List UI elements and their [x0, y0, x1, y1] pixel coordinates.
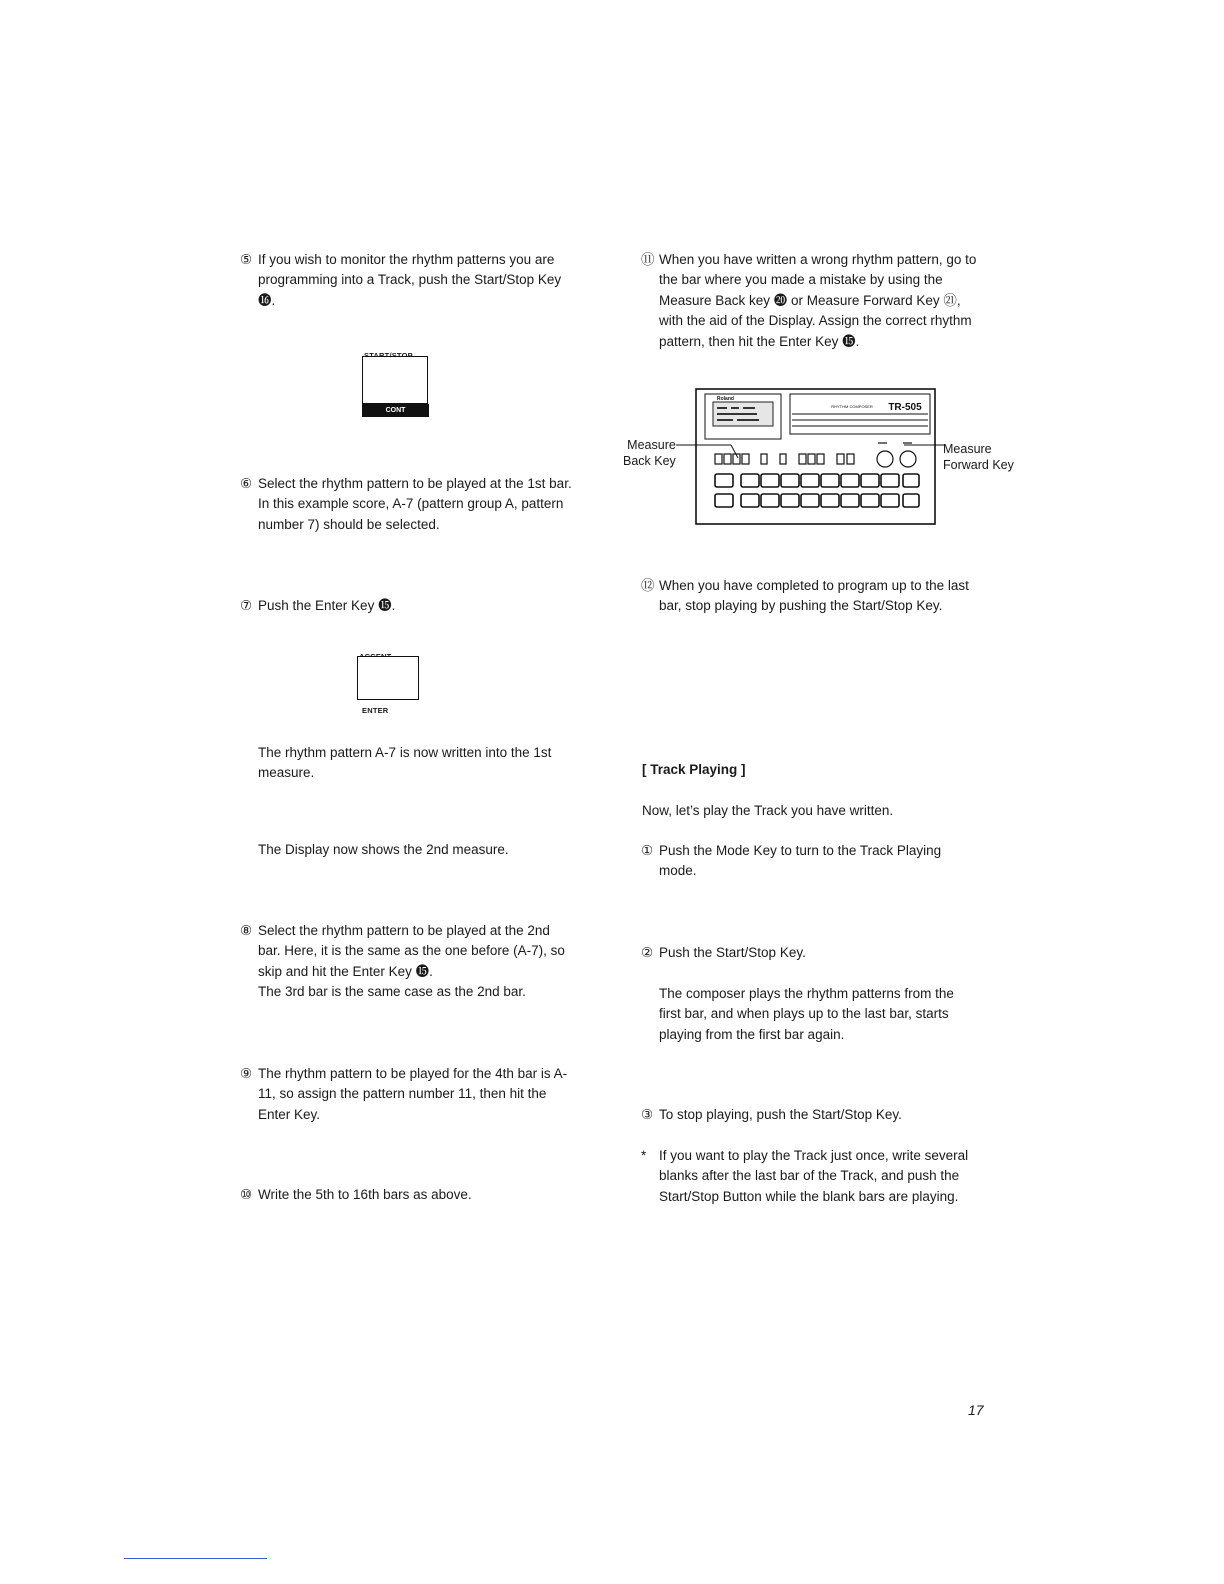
asterisk-text: If you want to play the Track just once, write several blanks after the last bar of the Track, and push the Start/Stop Button while the blank bars are playing.	[659, 1148, 969, 1204]
measure-back-line1: Measure	[627, 438, 676, 452]
intro-text: Now, let’s play the Track you have written.	[642, 803, 894, 818]
step-number: ⑨	[240, 1066, 253, 1081]
step-text: When you have written a wrong rhythm pattern, go to the bar where you made a mistake by using the Measure Back key ⓴ or Measure Forward Key ㉑, with the aid of the Display. Assign the correct rhythm pattern, then hit the Enter Key ⓯.	[659, 252, 977, 349]
step-text: Push the Start/Stop Key.	[659, 945, 806, 960]
model-text: TR-505	[888, 402, 922, 413]
step-number: ⑦	[240, 598, 253, 613]
note-display: The Display now shows the 2nd measure.	[258, 842, 509, 857]
measure-forward-line1: Measure	[943, 442, 992, 456]
step-number: ②	[641, 945, 654, 960]
step-number: ⑪	[641, 252, 655, 267]
page-number: 17	[968, 1402, 984, 1418]
step-number: ③	[641, 1107, 654, 1122]
asterisk-mark: *	[641, 1148, 647, 1163]
key-bottom-label: ENTER	[362, 706, 389, 715]
measure-back-label	[623, 437, 676, 469]
cont-label: CONT	[362, 404, 429, 417]
step-text	[258, 921, 576, 1003]
section-title-track-playing: [ Track Playing ]	[642, 762, 746, 777]
start-stop-key	[362, 356, 428, 404]
step-extra-text: The 3rd bar is the same case as the 2nd bar.	[258, 984, 526, 1000]
step-number: ⑤	[240, 252, 253, 267]
measure-forward-label	[943, 441, 1014, 473]
enter-key	[357, 656, 419, 700]
subtitle-text: RHYTHM COMPOSER	[831, 404, 873, 409]
track-playing-note: The composer plays the rhythm patterns from the first bar, and when plays up to the last bar, starts playing from the first bar again.	[659, 986, 954, 1042]
step-text: Push the Mode Key to turn to the Track Playing mode.	[659, 843, 942, 879]
step-number: ⑧	[240, 923, 253, 938]
step-text: The rhythm pattern to be played for the 4th bar is A-11, so assign the pattern number 11, then hit the Enter Key.	[258, 1066, 568, 1122]
measure-back-line2: Back Key	[623, 454, 676, 468]
step-number: ①	[641, 843, 654, 858]
step-text: When you have completed to program up to the last bar, stop playing by pushing the Start/Stop Key.	[659, 578, 969, 614]
step-number: ⑩	[240, 1187, 253, 1202]
step-number: ⑫	[641, 578, 655, 593]
step-text: Push the Enter Key ⓯.	[258, 598, 396, 613]
footer-rule	[124, 1558, 267, 1559]
measure-forward-line2: Forward Key	[943, 458, 1014, 472]
note-written: The rhythm pattern A-7 is now written into the 1st measure.	[258, 745, 552, 781]
step-text: Select the rhythm pattern to be played at the 1st bar. In this example score, A-7 (pattern group A, pattern number 7) should be selected.	[258, 476, 572, 532]
step-text: To stop playing, push the Start/Stop Key.	[659, 1107, 902, 1122]
brand-text: Roland	[717, 396, 734, 402]
step-main-text: Select the rhythm pattern to be played at the 2nd bar. Here, it is the same as the one before (A-7), so skip and hit the Enter Key ⓯.	[258, 923, 565, 979]
leader-lines	[676, 440, 946, 470]
step-text: Write the 5th to 16th bars as above.	[258, 1187, 472, 1202]
step-number: ⑥	[240, 476, 253, 491]
step-text: If you wish to monitor the rhythm patterns you are programming into a Track, push the Start/Stop Key ⓰.	[258, 252, 562, 308]
